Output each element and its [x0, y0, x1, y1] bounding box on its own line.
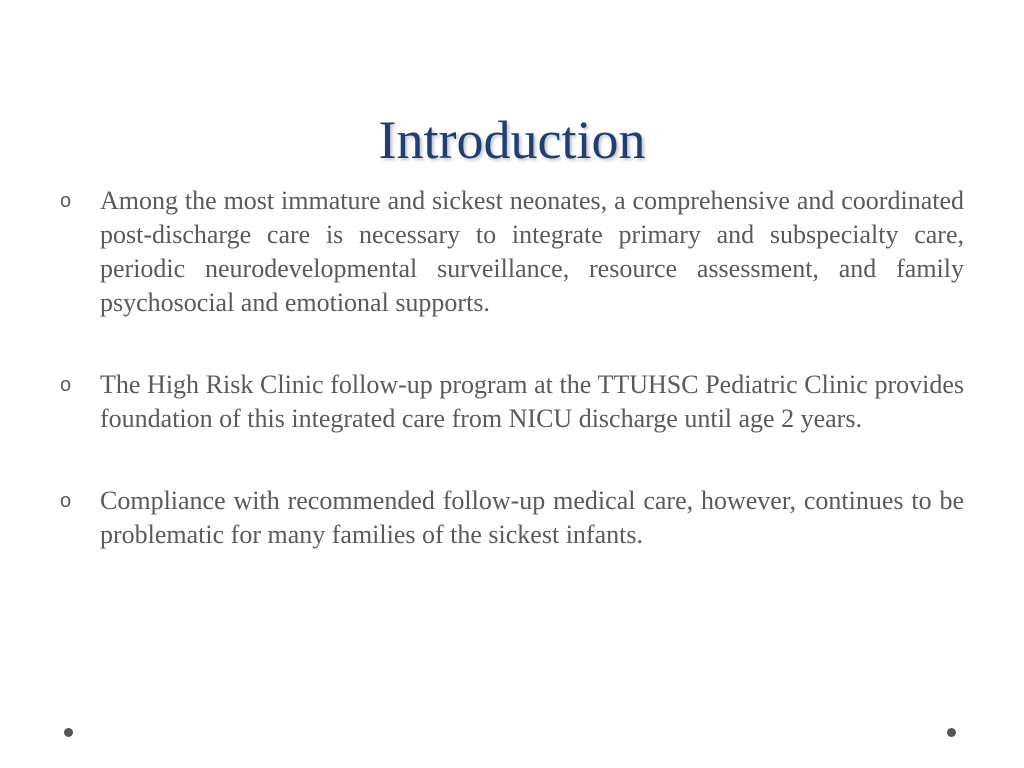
slide-title: Introduction: [378, 110, 646, 170]
decorative-dot-left: [64, 728, 73, 737]
bullet-text: The High Risk Clinic follow-up program at the TTUHSC Pediatric Clinic provides foundation of this integrated care from NICU discharge until age 2 years.: [100, 370, 964, 433]
decorative-dot-right: [947, 728, 956, 737]
bullet-item: [60, 184, 964, 320]
bullet-marker: o: [60, 490, 72, 512]
bullet-item: [60, 484, 964, 552]
bullet-text: Among the most immature and sickest neonates, a comprehensive and coordinated post-discharge care is necessary to integrate primary and subspecialty care, periodic neurodevelopmental surveillance, resource assessment, and family psychosocial and emotional supports.: [100, 186, 964, 317]
bullet-item: [60, 368, 964, 436]
bullet-list: [60, 184, 964, 552]
bullet-marker: o: [60, 190, 72, 212]
bullet-marker: o: [60, 374, 72, 396]
bullet-text: Compliance with recommended follow-up medical care, however, continues to be problematic for many families of the sickest infants.: [100, 486, 964, 549]
